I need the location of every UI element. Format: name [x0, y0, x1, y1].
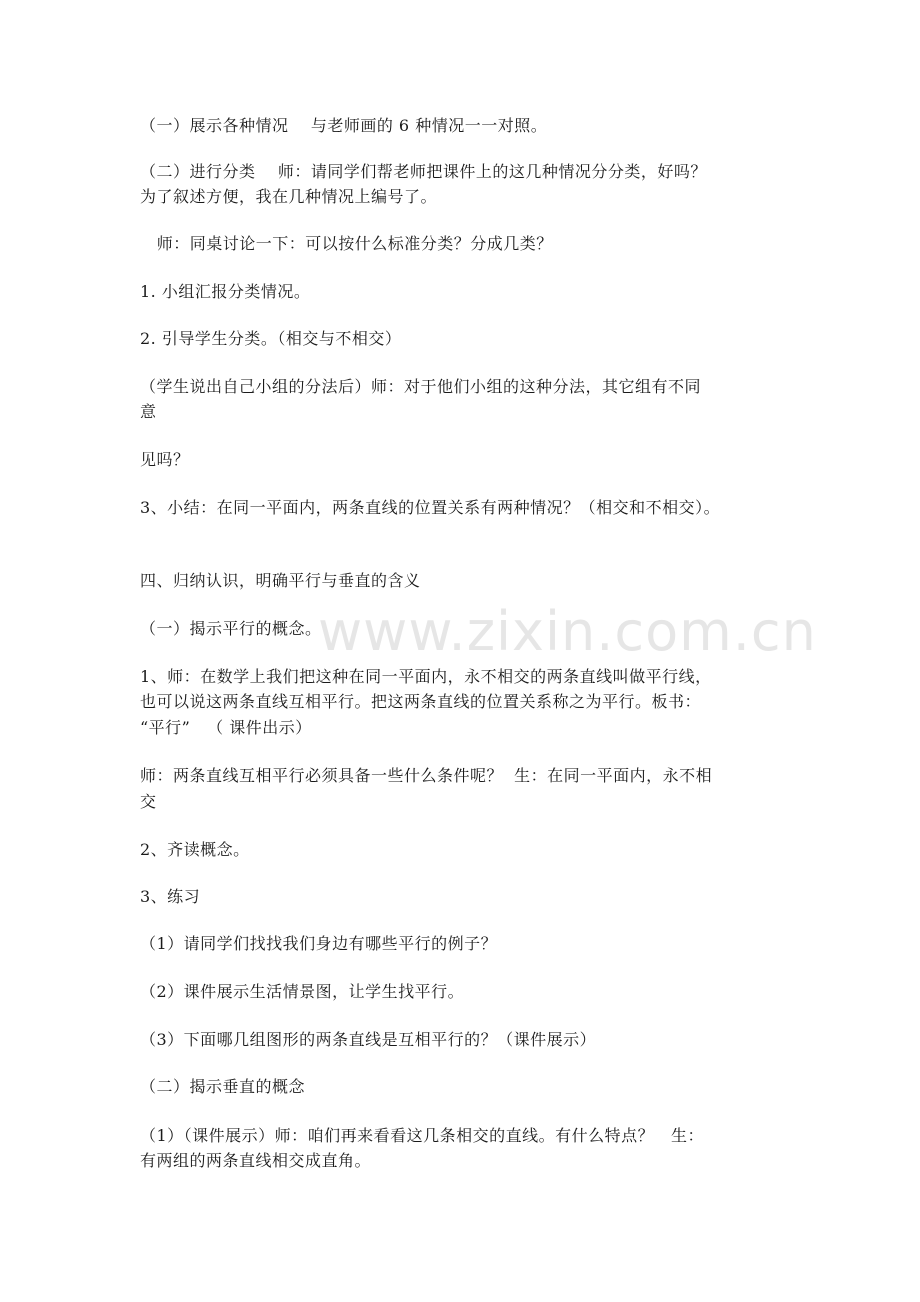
text-line: 交 — [140, 792, 157, 811]
text-line: 2. 引导学生分类。（相交与不相交） — [140, 329, 402, 348]
text-line: 意 — [140, 402, 157, 421]
text-line: 师：两条直线互相平行必须具备一些什么条件呢？ 生：在同一平面内，永不相 — [140, 766, 713, 785]
text-line: 有两组的两条直线相交成直角。 — [140, 1151, 372, 1170]
text-line: （一）揭示平行的概念。 — [140, 619, 322, 638]
text-line: 3、小结：在同一平面内，两条直线的位置关系有两种情况？（相交和不相交）。 — [140, 498, 721, 517]
text-line: （1）请同学们找找我们身边有哪些平行的例子？ — [140, 934, 498, 953]
section-heading: 四、归纳认识，明确平行与垂直的含义 — [140, 571, 421, 590]
text-line: 1、师：在数学上我们把这种在同一平面内，永不相交的两条直线叫做平行线， — [140, 667, 712, 686]
text-line: （学生说出自己小组的分法后）师：对于他们小组的这种分法，其它组有不同 — [140, 377, 702, 396]
text-line: （2）课件展示生活情景图，让学生找平行。 — [140, 982, 465, 1001]
text-line: （一）展示各种情况 与老师画的 6 种情况一一对照。 — [140, 116, 548, 135]
text-line: 2、齐读概念。 — [140, 840, 250, 859]
text-line: （3）下面哪几组图形的两条直线是互相平行的？（课件展示） — [140, 1030, 597, 1049]
text-line: （二）进行分类 师：请同学们帮老师把课件上的这几种情况分分类，好吗？ — [140, 162, 707, 181]
text-line: 也可以说这两条直线互相平行。把这两条直线的位置关系称之为平行。板书： — [140, 692, 702, 711]
text-line: 1. 小组汇报分类情况。 — [140, 282, 311, 301]
text-line: （1）（课件展示）师：咱们再来看看这几条相交的直线。有什么特点？ 生： — [140, 1126, 704, 1145]
text-line: （二）揭示垂直的概念 — [140, 1077, 306, 1096]
text-line: “平行” （ 课件出示） — [140, 718, 312, 737]
text-line: 3、练习 — [140, 887, 201, 906]
text-line: 见吗？ — [140, 450, 190, 469]
watermark-text: www.zixin.com.cn — [318, 600, 817, 663]
text-line: 为了叙述方便，我在几种情况上编号了。 — [140, 187, 438, 206]
text-line: 师：同桌讨论一下：可以按什么标准分类？分成几类？ — [140, 234, 553, 253]
